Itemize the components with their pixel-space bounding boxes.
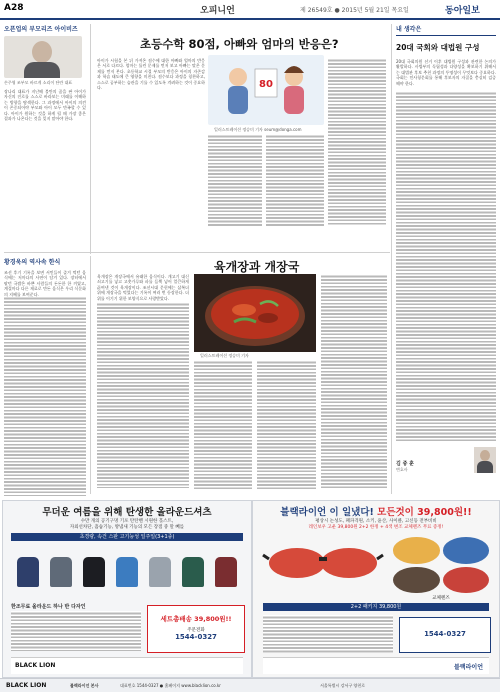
shirt-image	[182, 557, 204, 587]
sidebar-author-photo	[474, 447, 496, 473]
column-opinion	[4, 24, 88, 267]
ad-glasses-footer	[263, 657, 489, 674]
divider	[90, 24, 91, 254]
footer-brand: BLACK LION	[6, 682, 47, 689]
column-title: 오픈업의 부모리즈 아이비즈	[4, 26, 78, 33]
ad-shirts-product: 한조무료 올라운드 하나 반 다자인	[11, 604, 86, 610]
soup-bowl-image	[194, 274, 316, 352]
svg-text:80: 80	[259, 79, 273, 90]
main-body-col3	[266, 134, 324, 226]
main-photo-caption: 일러스트레이션 정승미 기자 seum@donga.com	[214, 127, 302, 132]
shirt-image	[17, 557, 39, 587]
shirt-image	[116, 557, 138, 587]
shirt-image	[83, 557, 105, 587]
food-body-col2	[194, 360, 252, 490]
ad-glasses-phone[interactable]: 1544-0327	[424, 630, 466, 638]
opinion-sidebar	[396, 24, 496, 473]
ad-shirts-headline: 무더운 여름을 위해 탄생한 올라운드셔츠	[42, 507, 212, 518]
ad-shirts-details	[11, 611, 141, 651]
ad-shirts-sub2: 자외선차단, 흡습기능, 방냄새 기능의 모든 장점 중 말 빼를	[69, 525, 185, 530]
column-body: 조선 후기 기록을 보면 서민들이 즐겨 먹던 음식에는 저마다의 사연이 담겨 있다. 장터에서 팔던 국밥은 바쁜 사람들의 든든한 한 끼였고, 계절마다 다른 재료로 만든 음식은 우리 식문화의 지혜를 보여준다.	[4, 270, 86, 297]
ad-glasses-set-price: 2+2 패키지 39,800원	[263, 603, 489, 611]
main-body-col2	[208, 134, 262, 226]
divider	[391, 24, 392, 494]
lens-swatch	[443, 567, 490, 594]
column-body: 장나리 대표가 지난해 불만의 꿈을 판 아이가 자신의 진로를 스스로 바라보는 미래를 이해하는 방향을 탐색한다. 그 과정에서 아이의 의견이 존중되어야 부모와 아이 모두 만족할 수 있다. 아이가 원하는 것을 하게 될 때 가장 좋은 결과가 나온다는 것을 잊지 말아야 한다.	[4, 89, 86, 122]
order-label: 주문전화	[187, 628, 205, 633]
page-header	[0, 0, 500, 20]
ad-glasses-details	[263, 615, 393, 653]
ad-shirts-footer	[11, 657, 243, 674]
ad-sunglasses[interactable]	[252, 500, 500, 678]
sidebar-author-name: 김 중 훈	[396, 461, 414, 467]
lens-swatch	[393, 537, 440, 564]
main-body-col4	[328, 58, 386, 226]
column-text-lines	[4, 296, 86, 496]
text-lines	[97, 302, 189, 488]
ad-glasses-sub2: 레인보우 고운 39,800원 2+2 한정 + 4색 변조 교체렌즈 무료 증정!	[308, 525, 444, 530]
page-number: A28	[4, 3, 24, 13]
food-body-text: 육개장은 개장국에서 유래한 음식이다. 개고기 대신 쇠고기를 넣고 고춧가루와 파를 듬뿍 넣어 얼큰하게 끓여낸 것이 육개장이다. 조선시대 문헌에는 삼복더위에 개장국을 먹었다는 기록이 여러 번 등장한다. 더위를 이기기 위한 보양식으로 사랑받았다.	[97, 274, 189, 301]
column-history	[4, 257, 88, 496]
ad-shirts-phone[interactable]: 1544-0327	[175, 633, 217, 641]
food-body-col3	[257, 360, 316, 490]
food-body-col4	[321, 274, 387, 490]
shirt-image	[149, 557, 171, 587]
text-lines	[266, 134, 324, 226]
shirt-lineup	[11, 545, 243, 599]
author-photo	[4, 36, 82, 78]
issue-date: 제 26549호 ● 2015년 5월 21일 목요일	[300, 7, 409, 14]
ad-shirts[interactable]	[2, 500, 252, 678]
sidebar-author-title: 변호사	[396, 467, 408, 472]
sidebar-label: 내 생각은	[396, 24, 496, 36]
lens-swatch	[443, 537, 490, 564]
footer-contact[interactable]: 대표번호 1544-0327 ● 홈페이지 www.blacklion.co.kr	[120, 683, 221, 688]
sidebar-body: 20대 국회의원 선거 이후 대법원 구성과 관련한 논의가 활발하다. 사법부의 독립성과 다양성을 확보하기 위해서는 대법관 후보 추천 과정의 투명성이 무엇보다 중요하다. 국회는 인사청문회를 통해 후보자의 자질을 충실히 검증해야 한다.	[396, 59, 496, 86]
text-lines	[208, 134, 262, 226]
ad-shirts-promo: 초경량, 속건 스판 고기능성 일주일(3+1종)	[11, 533, 243, 541]
newspaper-logo: 동아일보	[445, 6, 480, 16]
column-title: 황경욱의 역사속 한식	[4, 259, 61, 266]
main-illustration	[208, 55, 324, 125]
main-headline: 초등수학 80점, 아빠와 엄마의 반응은?	[140, 37, 339, 51]
ad-footer-strip	[0, 678, 500, 692]
food-photo	[194, 274, 316, 352]
ad-shirts-price: 세트총배송 39,800원!!	[160, 615, 232, 623]
footer-address: 서울특별시 강서구 양천로	[320, 683, 366, 688]
parents-illustration	[208, 55, 324, 125]
shirt-image	[50, 557, 72, 587]
lens-label: 교체렌즈	[432, 596, 450, 601]
shirt-image	[215, 557, 237, 587]
ad-glasses-sub1: 평상시 논성도, 패파격원, 소키, 윤산, 사이클, 고신등 전부비비	[315, 519, 437, 524]
main-body-text: 아이가 시험을 본 뒤 가져온 점수에 대한 아빠와 엄마의 반응은 서로 다르다. 엄마는 틀린 문제를 먼저 보고 아빠는 맞은 문제를 먼저 본다. 초등학교 시절 부모의 반응은 아이의 자존감과 학습 태도에 큰 영향을 미친다. 점수보다 과정을 칭찬하고, 스스로 공부하는 습관을 기를 수 있도록 격려하는 것이 중요하다.	[97, 58, 205, 91]
text-lines	[328, 58, 386, 226]
divider	[4, 252, 390, 253]
ad-glasses-headline-a: 블랙라이언 이 일냈다!	[280, 507, 374, 518]
ad-glasses-headline-b: 모든것이 39,800원!!	[377, 507, 472, 518]
divider	[90, 256, 91, 494]
food-body-col1	[97, 274, 189, 490]
sidebar-headline: 20대 국회와 대법원 구성	[396, 43, 480, 52]
brand-logo: 블랙라이언	[454, 664, 483, 671]
brand-logo: BLACK LION	[15, 662, 56, 669]
lens-swatch	[393, 567, 440, 594]
lens-options	[393, 537, 489, 593]
food-headline: 육개장과 개장국	[214, 260, 300, 274]
section-name: 오피니언	[200, 6, 235, 16]
sidebar-text-lines	[396, 91, 496, 441]
food-photo-caption: 일러스트레이션 정승미 기자	[200, 353, 249, 358]
footer-company: 블랙라이언 본사	[70, 683, 99, 688]
ad-shirts-price-box[interactable]	[147, 605, 245, 653]
main-body-col1	[97, 58, 205, 226]
ad-shirts-sub1: 수만 개의 공기구멍 기포 탄탄밴 시원한 홀스트,	[80, 519, 174, 524]
sunglasses-image	[263, 537, 383, 593]
author-caption: 손주영 조부모 바르게 소리이 단란 대표	[4, 80, 73, 85]
ad-glasses-order-box[interactable]	[399, 617, 491, 653]
